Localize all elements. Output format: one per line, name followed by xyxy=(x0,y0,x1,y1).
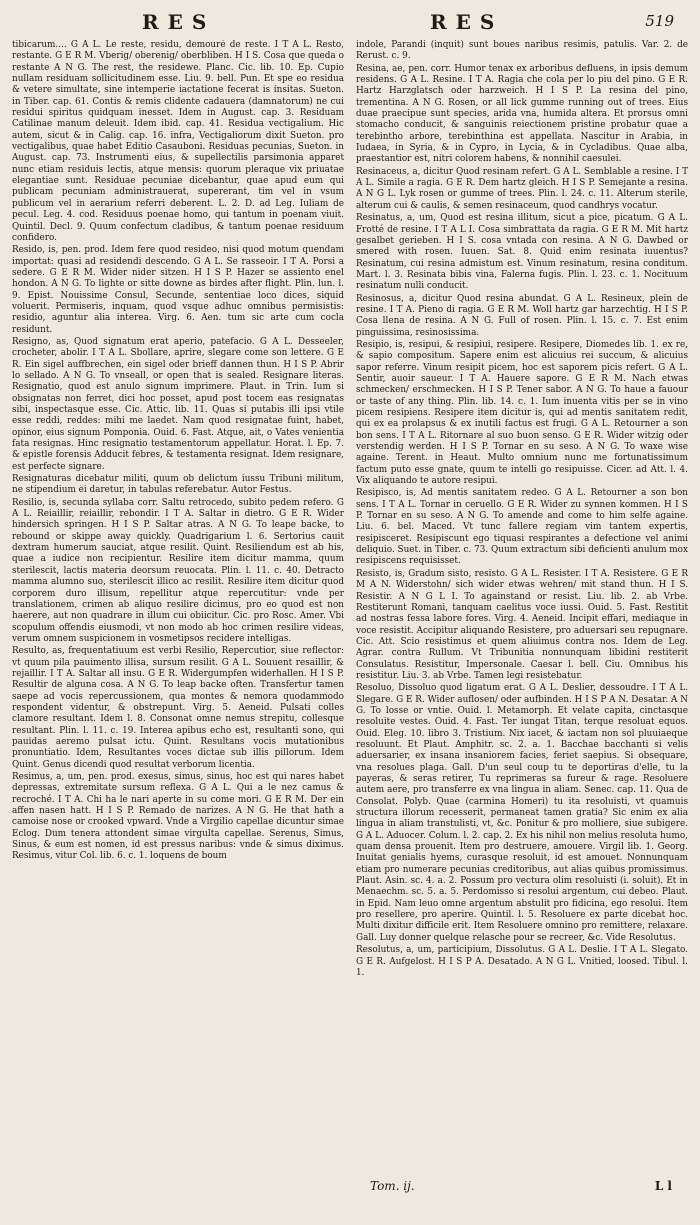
running-title-right: RES xyxy=(430,10,504,34)
dictionary-entry: Resolutus, a, um, participium, Dissolutus. G A L. Deslie. I T A L. Slegato. G E R. Aufgelost. H I S P A. Desatado. A N G L. Vnitied, loosed. Tibul. l. 1. xyxy=(356,945,688,978)
dictionary-entry: Resinatus, a, um, Quod est resina illitum, sicut a pice, picatum. G A L. Frotté de resine. I T A L I. Cosa simbrattata da ragia. G E R M. Mit hartz gesalbet gerieben. H I S. cosa vntada con resina. A N G. Dawbed or smered with rosen. Iuuen. Sat. 8. Quid enim resinata iuuentus? Resinatum, cui resina admistum est. Vinum resinatum, resina conditum. Mart. l. 3. Resinata bibis vina, Falerna fugis. Plin. l. 23. c. 1. Nocituum resinatum nulli conducit. xyxy=(356,213,688,292)
signature-mark: Tom. ij. xyxy=(370,1179,415,1193)
page-number: 519 xyxy=(645,12,674,30)
right-column xyxy=(356,40,688,1167)
dictionary-entry: Resigno, as, Quod signatum erat aperio, patefacio. G A L. Desseeler, crocheter, abolir. I T A L. Sbollare, aprire, slegare come son lettere. G E R. Ein sigel auffbrechen, ein sigel oder brieff dannen thun. H I S P. Abrir lo sellado. A N G. To vnseall, or open that is sealed. Resignare literas. Resignatio, quod est anulo signum imprimere. Plaut. in Trin. Ium si obsignatas non ferret, dici hoc posset, apud post tocem eas resignatas sibi, inspectasque esse. Cic. Attic. lib. 11. Quas si putabis illi ipsi vtile esse reddi, reddes: mihi me laedet. Nam quod resignatae fuint, habet, opinor, eius signum Pomponia. Ouid. 6. Fast. Atque, ait, o Vates venientia fata resignas. Hinc resignatio testamentorum appellatur. Horat. l. Ep. 7. & epistle forensis Adducit febres, & testamenta resignat. Idem resignare, est perfecte signare. xyxy=(12,336,344,472)
text-columns xyxy=(12,40,688,1167)
dictionary-entry: Resipisco, is, Ad mentis sanitatem redeo. G A L. Retourner a son bon sens. I T A L. Tornar in ceruello. G E R. Wider zu synnen kommen. H I S P. Tornar en su seso. A N G. To amende and come to him selfe againe. Liu. 6. bel. Maced. Vt tunc fallere regiam vim tantem expertis, resipisceret. Resipiscunt ego tiquasi respirantes a defectione vel animi deliquio. Suet. in Tiber. c. 73. Quum extractum sibi deficienti anulum mox resipiscens requisisset. xyxy=(356,488,688,567)
dictionary-entry: Resilio, is, secunda syllaba corr. Saltu retrocedo, subito pedem refero. G A L. Reiaillir, reiaillir, rebondir. I T A. Saltar in dietro. G E R. Wider hindersich springen. H I S P. Saltar atras. A N G. To leape backe, to rebound or skippe away quickly. Quadrigarium l. 6. Sertorius cauit dextram humerum sauciat, atque resilit. Quint. Resiliendum est ab his, quae a iudice non recipientur. Resilire item dicitur mamma, quum sterilescit, lactis materia deorsum reuocata. Plin. l. 11. c. 40. Detracto mamma alumno suo, sterilescit illico ac resilit. Resilire item dicitur quod corporem duro illisum, repellitur atque repercutitur: vnde per translationem, crimen ab aliquo resilire dicimus, pro eo quod est non haerere, aut non quadrare in illum cui obiicitur. Cic. pro Rosc. Amer. Vbi scopulum offendis eiusmodi, vt non modo ab hoc crimen resilire videas, verum omnem suspicionem in vosmetipsos recidere intelligas. xyxy=(12,497,344,644)
dictionary-entry: Resipio, is, resipui, & resipiui, resipere. Resipere, Diomedes lib. 1. ex re, & sapio compositum. Sapere enim est alicuius rei succum, & alicuius sapor referre. Vinum resipit picem, hoc est saporem picis refert. G A L. Sentir, auoir saueur. I T A. Hauere sapore. G E R M. Nach etwas schmecken/ erschmecken. H I S P. Tener sabor. A N G. To haue a fauour or taste of any thing. Plin. lib. 14. c. 1. Ium inuenta vitis per se in vino picem resipiens. Resipere item dicitur is, qui ad mentis sanitatem redit, qui ex ea prolapsus & ex inutili factus est frugi. G A L. Retourner a son bon sens. I T A L. Ritornare al suo buon senso. G E R. Wider witzig oder verstendig werden. H I S P. Tornar en su seso. A N G. To waxe wise againe. Terent. in Heaut. Multo omnium nunc me fortunatissimum factum puto esse gnate, quum te intelli go resipuisse. Cicer. ad Att. l. 4. Vix aliquando te autore resipui. xyxy=(356,339,688,487)
running-head xyxy=(12,0,690,36)
dictionary-entry: Resulto, as, frequentatiuum est verbi Resilio, Repercutior, siue reflector: vt quum pila pauimento illisa, sursum resilit. G A L. Souuent resaillir, & rejaillir. I T A. Saltar all insu. G E R. Widergumpfen widerhallen. H I S P. Resultir de alguna cosa. A N G. To leap backe often. Transfertur tamen saepe ad vocis repercussionem, qua montes & nemora quodammodo respondent videntur, & obstrepunt. Virg. 5. Aeneid. Pulsati colles clamore resultant. Idem l. 8. Consonat omne nemus strepitu, collesque resultant. Plin. l. 11. c. 19. Interea apibus echo est, resultanti sono, qui pauidas aeremo pulsat ictu. Quint. Resultans vocis mutationibus pronuntiatio. Idem, Resultantes voces dictae sub illis pillorum. Idem Quint. Genus dicendi quod resultat verborum licentia. xyxy=(12,646,344,770)
dictionary-entry: Resido, is, pen. prod. Idem fere quod resideo, nisi quod motum quendam importat: quasi ad residendi descendo. G A L. Se rasseoir. I T A. Porsi a sedere. G E R M. Wider nider sitzen. H I S P. Hazer se assiento enel hondon. A N G. To lighte or sitte downe as birdes after flight. Plin. lun. l. 9. Epist. Nouissime Consul, Secunde, sententiae loco dices, siquid voluerit. Permiseris, inquam, quod vsque adhuc omnibus permisistis: residio, aguntur alia interea. Virg. 6. Aen. tum sic arte cum cocla residunt. xyxy=(12,245,344,335)
dictionary-entry: Resoluo, Dissoluo quod ligatum erat. G A L. Deslier, dessoudre. I T A L. Slegare. G E R. Wider auflosen/ oder aufbinden. H I S P A N. Desatar. A N G. To losse or vntie. Ouid. l. Metamorph. Et velate capita, cinctasque resoluite vestes. Ouid. 4. Fast. Ter iungat Titan, terque resoluat equos. Ouid. Eleg. 10. libro 3. Tristium. Nix iacet, & iactam non sol pluuiaeque resoluunt. Et Plaut. Amphitr. sc. 2. a. 1. Bacchae bacchanti si velis aduersarier, ex insana insaniorem facies, feriet saepius. Si obsequare, vna resolues plaga. Gall. D'un seul coup tu te deportiras d'elle, tu la payeras, & seras retirer, Tu reprimeras sa fureur & rage. Resoluere autem aere, pro transferre ex vna lingua in aliam. Senec. cap. 11. Qua de Consolat. Polyb. Quae (carmina Homeri) tu ita resoluisti, vt quamuis structura illorum recesserit, permaneat tamen gratia? Sic enim ex alia lingua in aliam transtulisti, vt, &c. Ponitur & pro molliere, siue subigere. G A L. Aduocer. Colum. l. 2. cap. 2. Ex his nihil non melius resoluta humo, quam densa prouenit. Item pro destruere, amouere. Virgil lib. 1. Georg. Inuitat genialis hyems, curasque resoluit, id est amouet. Nonnunquam etiam pro numerare pecunias creditoribus, aut alias quibus promissimus. Plaut. Asin. sc. 4. a. 2. Possum pro vectura olim resoluisti (i. soluit). Et in Menaechm. sc. 5. a. 5. Perdomisso si resolui argentum, cui debeo. Plaut. in Epid. Nam leuo omne argentum abstulit pro fidicina, ego resolui. Item pro resellere, pro aperire. Quintil. l. 5. Resoluere ex parte dicebat hoc. Multi dixitur difficile erit. Item Resoluere omnino pro remittere, relaxare. Gall. Luy donner quelque relasche pour se recreer, &c. Vide Resolutus. xyxy=(356,683,688,943)
dictionary-entry: Resina, ae, pen. corr. Humor tenax ex arboribus defluens, in ipsis demum residens. G A L. Resine. I T A. Ragia che cola per lo piu del pino. G E R. Hartz Harzglatsch oder harzweich. H I S P. La resina del pino, trementina. A N G. Rosen, or all lick gumme running out of trees. Eius duae praecipue sunt species, arida vna, humida altera. Et prorsus omni stomacho conducit, & sanguinis reiectionem pristine probatur quae a terebintho arbore, terebinthina est appellata. Nascitur in Arabia, in Iudaea, in Syria, & in Cypro, in Lycia, & in Cycladibus. Quae alba, praestantior est, nitri colorem habens, & nonnihil caesulei. xyxy=(356,63,688,165)
page-footer xyxy=(0,1175,700,1211)
catchword: L l xyxy=(654,1179,672,1193)
dictionary-entry: indole, Parandi (inquit) sunt boues naribus resimis, patulis. Var. 2. de Rerust. c. 9. xyxy=(356,40,688,62)
dictionary-entry: Resinaceus, a, dicitur Quod resinam refert. G A L. Semblable a resine. I T A L. Simile a ragia. G E R. Dem hartz gleich. H I S P. Semejante a resina. A N G L. Lyk rosen or gumme of trees. Plin. l. 24. c. 11. Alterum sterile, alterum cui & caulis, & semen resinaceum, quod candhrys vocatur. xyxy=(356,166,688,211)
left-column xyxy=(12,40,344,1167)
dictionary-entry: Resignaturas dicebatur militi, quum ob delictum iussu Tribuni militum, ne stipendium ei daretur, in tabulas referebatur. Autor Festus. xyxy=(12,474,344,496)
dictionary-entry: Resisto, is, Gradum sisto, resisto. G A L. Resister. I T A. Resistere. G E R M A N. Widerstohn/ sich wider etwas wehren/ mit stand thun. H I S. Resistir. A N G L I. To againstand or resist. Liu. lib. 2. ab Vrbe. Restiterunt Romani, tanquam caelitus voce iussi. Ouid. 5. Fast. Restitit ad nostras fessa labore fores. Virg. 4. Aeneid. Incipit effari, mediaque in voce resistit. Accipitur aliquando Resistere, pro aduersari seu repugnare. Cic. Att. Scio resistimus et quem aliuimus contra nos. Idem de Leg. Agrar. contra Rullum. Vt Tribunitia nonnunquam libidini restiterit Consulatus. Resistitur, Impersonale. Caesar l. bell. Ciu. Omnibus his resistitur. Liu. 3. ab Vrbe. Tamen legi resistebatur. xyxy=(356,568,688,681)
running-title-left: RES xyxy=(142,10,216,34)
dictionary-entry: Resinosus, a, dicitur Quod resina abundat. G A L. Resineux, plein de resine. I T A. Pieno di ragia. G E R M. Woll hartz gar harzechtig. H I S P. Cosa llena de resina. A N G. Full of rosen. Plin. l. 15. c. 7. Est enim pinguissima, resinosissima. xyxy=(356,293,688,338)
dictionary-entry: tibicarum.... G A L. Le reste, residu, demouré de reste. I T A L. Resto, restante. G E R M. Vberig/ oberenig/ oberbliben. H I S. Cosa que queda o restante A N G. The rest, the residewe. Planc. Cic. lib. 10. Ep. Cupio nullam residuam sollicitudinem esse. Liu. 9. bell. Pun. Et spe eo residua & vetere simultate, sine intemperie iactatione fecerat is insitas. Sueton. in Tiber. cap. 61. Contis & remis clidente cadauera (damnatorum) ne cui residui spiritus quidquam inesset. Idem in August. cap. 3. Residuam Catilinae manum deleuit. Idem ibid. cap. 41. Residua vectigalium. Hic autem, sicut & in Calig. cap. 16. infra, Vectigaliorum dixit Sueton. pro vectigalibus, quae habet Editio Casauboni. Residuas pecunias, Sueton. in August. cap. 73. Instrumenti eius, & supellectilis parsimonia apparet nunc etiam residuis lectis, atque mensis: quorum pleraque vix priuatae elegantiae sunt. Residuae pecuniae dicebantur, quae apud eum qui publicam pecuniam administrauerat, supererant, tim vel in vsum publicum vel in aerarium referri deberent. L. 2. D. ad Leg. Iuliam de pecul. Leg. 4. cod. Residuus poenae homo, qui tantum in poenam viuit. Quintil. Decl. 9. Quum confectum cladibus, & tantum poenae residuum confidero. xyxy=(12,40,344,243)
dictionary-entry: Resimus, a, um, pen. prod. exesus, simus, sinus, hoc est qui nares habet depressas, extremitate sursum reflexa. G A L. Qui a le nez camus & recroché. I T A. Chi ha le nari aperte in su come mori. G E R M. Der ein affen nasen hatt. H I S P. Remado de narizes. A N G. He that hath a camoise nose or crooked vpward. Vnde a Virgilio capellae dicuntur simae Eclog. Dum tenera attondent simae virgulta capellae. Serenus, Simus, Sinus, & eum est nomen, id est pressus naribus: vnde & simus diximus. Resimus, vitur Col. lib. 6. c. 1. loquens de boum xyxy=(12,772,344,862)
